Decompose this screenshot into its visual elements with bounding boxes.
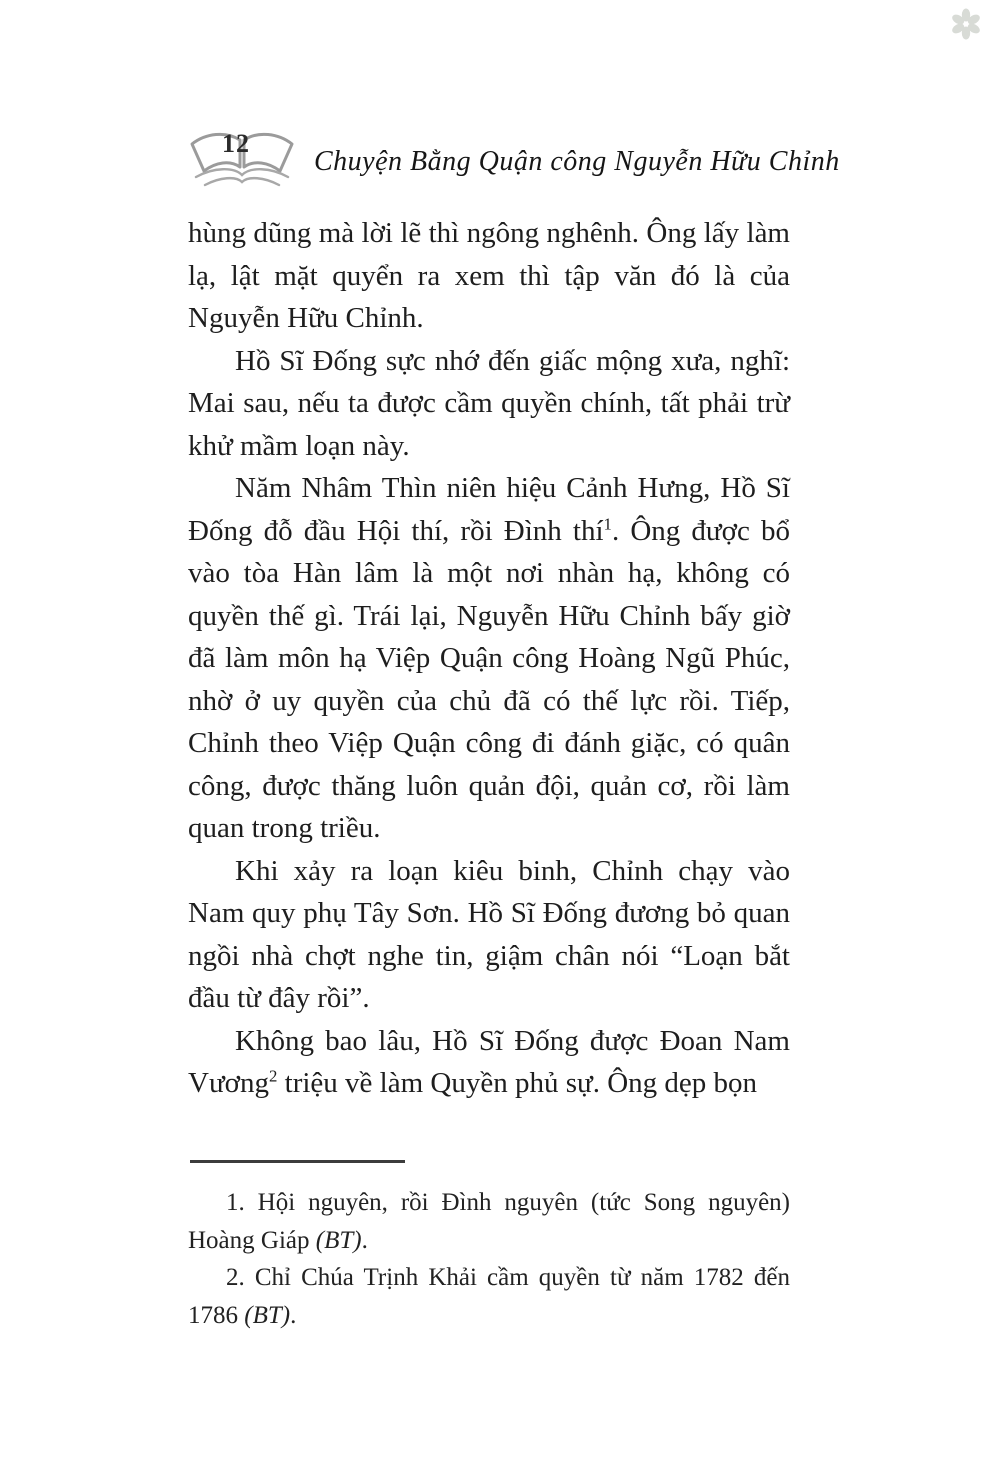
text-segment: . <box>361 1226 368 1254</box>
text-segment: triệu về làm Quyền phủ sự. Ông dẹp bọn <box>277 1067 758 1099</box>
page-header <box>186 126 840 198</box>
open-book-icon <box>186 128 298 196</box>
text-segment: Năm Nhâm Thìn niên hiệu Cảnh Hưng, Hồ Sĩ Đống đỗ đầu Hội thí, rồi Đình thí <box>188 472 790 547</box>
text-segment: . Ông được bổ vào tòa Hàn lâm là một nơi nhàn hạ, không có quyền thế gì. Trái lại, Nguyễn Hữu Chỉnh bấy giờ đã làm môn hạ Việp Quận công Hoàng Ngũ Phúc, nhờ ở uy quyền của chủ đã có thế lực rồi. Tiếp, Chỉnh theo Việp Quận công đi đánh giặc, có quân công, được thăng luôn quản đội, quản cơ, rồi làm quan trong triều. <box>188 514 790 844</box>
text-segment: Không bao lâu, Hồ Sĩ Đống được Đoan Nam Vương <box>188 1024 790 1099</box>
text-segment: 2. Chỉ Chúa Trịnh Khải cầm quyền từ năm 1782 đến 1786 <box>188 1264 790 1329</box>
paragraph <box>188 1020 790 1105</box>
text-segment: . <box>290 1301 297 1329</box>
text-segment: (BT) <box>315 1226 362 1254</box>
paragraph <box>188 212 790 340</box>
footnote-item <box>188 1259 790 1334</box>
body-text <box>188 212 790 1105</box>
flower-icon <box>950 8 982 40</box>
text-segment: Hồ Sĩ Đống sực nhớ đến giấc mộng xưa, nghĩ: Mai sau, nếu ta được cầm quyền chính, tất phải trừ khử mầm loạn này. <box>188 344 790 462</box>
page-number: 12 <box>222 129 250 158</box>
header-title: Chuyện Bằng Quận công Nguyễn Hữu Chỉnh <box>314 146 840 177</box>
footnotes <box>188 1184 790 1334</box>
text-segment: Khi xảy ra loạn kiêu binh, Chỉnh chạy vào Nam quy phụ Tây Sơn. Hồ Sĩ Đống đương bỏ quan ngồi nhà chợt nghe tin, giậm chân nói “Loạn bắt đầu từ đây rồi”. <box>188 854 790 1014</box>
footnote-marker: 2 <box>269 1066 278 1086</box>
text-segment: (BT) <box>244 1301 291 1329</box>
text-segment: hùng dũng mà lời lẽ thì ngông nghênh. Ông lấy làm lạ, lật mặt quyển ra xem thì tập văn đó là của Nguyễn Hữu Chỉnh. <box>188 217 790 334</box>
text-segment: 1. Hội nguyên, rồi Đình nguyên (tức Song nguyên) Hoàng Giáp <box>188 1189 790 1254</box>
paragraph <box>188 467 790 850</box>
paragraph <box>188 340 790 468</box>
footnote-item <box>188 1184 790 1259</box>
footnote-separator <box>190 1160 405 1163</box>
footnote-marker: 1 <box>603 513 612 533</box>
paragraph <box>188 850 790 1020</box>
